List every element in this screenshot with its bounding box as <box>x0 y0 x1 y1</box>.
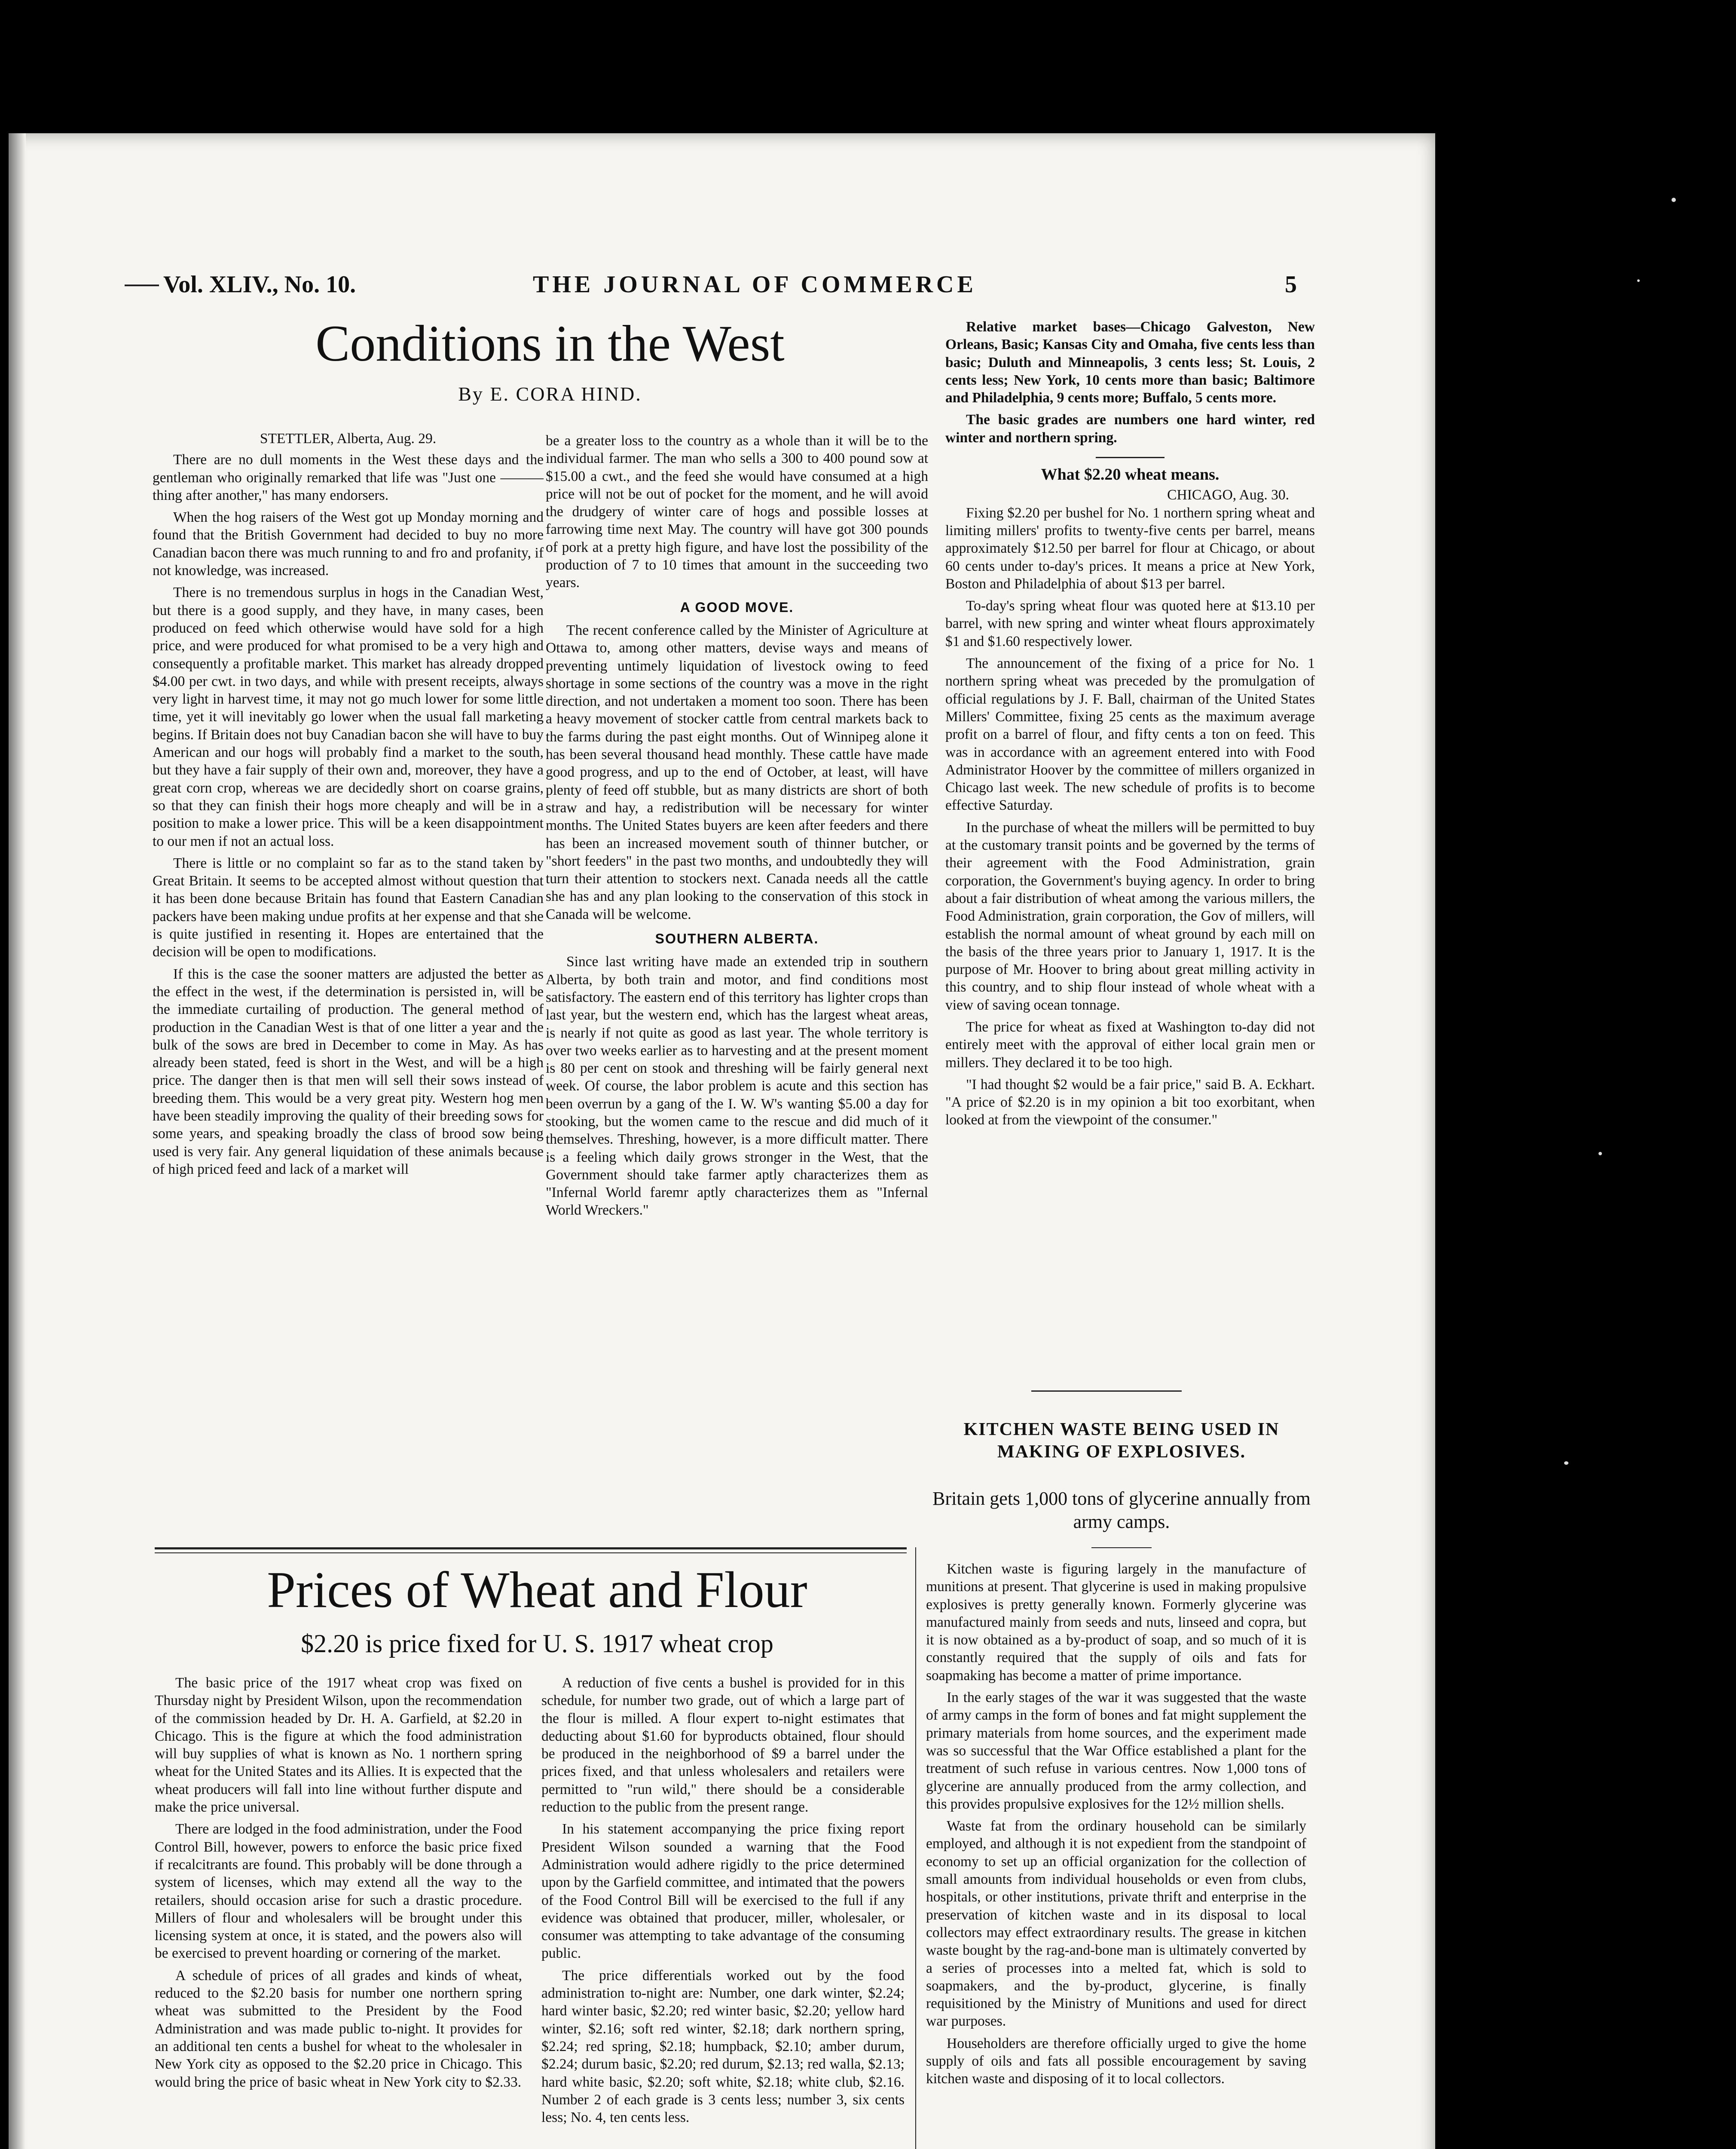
kitchen-article-body <box>926 1560 1306 2092</box>
kitchen-article-subtitle: Britain gets 1,000 tons of glycerine annually from army camps. <box>932 1488 1311 1532</box>
paragraph: Kitchen waste is figuring largely in the manufacture of munitions at present. That glycerine is used in making propulsive explosives is pretty generally known. Formerly glycerine was manufactured mainly from seeds and nuts, linseed and copra, but it is now obtained as a by-product of soap, and so much of it is constantly required that the supply of oils and fats for soapmaking has become a matter of prime importance. <box>926 1561 1306 1684</box>
paragraph: When the hog raisers of the West got up Monday morning and found that the British Government had decided to buy no more Canadian bacon there was much running to and fro and profanity, if not knowledge, was increased. <box>153 509 544 579</box>
paragraph: The announcement of the fixing of a price for No. 1 northern spring wheat was preceded by the promulgation of official regulations by J. F. Ball, chairman of the United States Millers' Committee, fixing 25 cents as the maximum average profit on a barrel of flour, and fifty cents a ton on feed. This was in accordance with an agreement entered into with Food Administrator Hoover by the committee of millers organized in Chicago last week. The new schedule of profits is to become effective Saturday. <box>945 655 1315 814</box>
west-column-1 <box>153 430 544 1182</box>
divider <box>1031 1390 1182 1392</box>
paragraph: There is no tremendous surplus in hogs in the Canadian West, but there is a good supply, and they have, in many cases, been produced on feed which otherwise would have sold for a high price, and were produced for what promised to be a very high and consequently a profitable market. This market has already dropped $4.00 per cwt. in two days, and while with present receipts, always very light in harvest time, it may not go much lower for some little time, yet it will inevitably go lower when the usual fall marketing begins. If Britain does not buy Canadian bacon she will have to buy American and our hogs will probably find a market to the south, but they have a fair supply of their own and, moreover, they have a great corn crop, whereas we are decidedly short on coarse grains, so that they can finish their hogs more cheaply and will be in a position to make a lower price. This will be a keen disappointment to our men if not an actual loss. <box>153 585 544 849</box>
divider <box>1096 457 1164 458</box>
market-bases: Relative market bases—Chicago Galveston, New Orleans, Basic; Kansas City and Omaha, five cents less than basic; Duluth and Minneapolis, 3 cents less; St. Louis, 2 cents less; New York, 10 cents more than basic; Baltimore and Philadelphia, 9 cents more; Buffalo, 5 cents more. <box>945 319 1315 406</box>
header-dash <box>125 285 159 286</box>
scan-speck <box>1672 198 1676 202</box>
article-subtitle-wheat: $2.20 is price fixed for U. S. 1917 wheat crop <box>301 1629 773 1658</box>
section-rule <box>155 1552 907 1553</box>
paragraph: "I had thought $2 would be a fair price," said B. A. Eckhart. "A price of $2.20 is in my opinion a bit too exorbitant, when looked at from the viewpoint of the consumer." <box>945 1076 1315 1128</box>
scan-speck <box>1637 279 1640 282</box>
dateline: STETTLER, Alberta, Aug. 29. <box>260 431 437 447</box>
wheat-means-title: What $2.20 wheat means. <box>1041 465 1219 484</box>
wheat-column-1 <box>155 1674 522 2095</box>
subhead-southern-alberta: SOUTHERN ALBERTA. <box>655 931 819 947</box>
wheat-means-dateline: CHICAGO, Aug. 30. <box>1167 487 1289 503</box>
column-rule <box>915 1547 916 2149</box>
paragraph: The price for wheat as fixed at Washington to-day did not entirely meet with the approval of either local grain men or millers. They declared it to be too high. <box>945 1019 1315 1071</box>
paragraph: The recent conference called by the Minister of Agriculture at Ottawa to, among other matters, devise ways and means of preventing untimely liquidation of livestock owing to feed shortage in some sections of the country was a move in the right direction, and not undertaken a moment too soon. There has been a heavy movement of stocker cattle from central markets back to the farms during the past eight months. Out of Winnipeg alone it has been several thousand head monthly. These cattle have made good progress, and up to the end of October, at least, will have plenty of feed off stubble, but as many districts are short of both straw and hay, a redistribution will be necessary for winter months. The United States buyers are keen after feeders and there has been an increased movement south of thinner butcher, or "short feeders" in the past two months, and undoubtedly they will turn their attention to stockers next. Canada needs all the cattle she has and any plan looking to the conservation of this stock in Canada will be welcome. <box>546 622 928 922</box>
kitchen-article-title: KITCHEN WASTE BEING USED IN MAKING OF EXPLOSIVES. <box>963 1420 1280 1462</box>
scan-speck <box>1564 1461 1568 1465</box>
paragraph: The price differentials worked out by the food administration to-night are: Number, one dark winter, $2.24; hard winter basic, $2.20; red winter basic, $2.20; yellow hard winter, $2.16; soft red winter, $2.18; dark northern spring, $2.24; red spring, $2.18; humpback, $2.10; amber durum, $2.24; durum basic, $2.20; red durum, $2.13; red walla, $2.13; hard white basic, $2.20; soft white, $2.18; white club, $2.16. Number 2 of each grade is 3 cents less; number 3, six cents less; No. 4, ten cents less. <box>541 1967 905 2126</box>
volume-number: Vol. XLIV., No. 10. <box>163 271 356 298</box>
masthead: THE JOURNAL OF COMMERCE <box>533 271 977 298</box>
paragraph: Since last writing have made an extended trip in southern Alberta, by both train and motor, and find conditions most satisfactory. The eastern end of this territory has lighter crops than last year, but the western end, which has the largest wheat areas, is nearly if not quite as good as last year. The whole territory is over two weeks earlier as to harvesting and at the present moment is 80 per cent on stook and threshing will be fairly general next week. Of course, the labor problem is acute and this section has been overrun by a gang of the I. W. W's wanting $5.00 a day for stooking, but the women came to the rescue and did much of it themselves. Threshing, however, is a more difficult matter. There is a feeling which daily grows stronger in the West, that the Government should take farmer aptly characterizes them as "Infernal World faremr aptly characterizes them as "Infernal World Wreckers." <box>546 954 928 1218</box>
wheat-column-2 <box>541 1674 905 2131</box>
paragraph: A reduction of five cents a bushel is provided for in this schedule, for number two grade, out of which a large part of the flour is milled. A flour expert to-night estimates that deducting about $1.60 for byproducts obtained, flour should be produced in the neighborhood of $9 a barrel under the prices fixed, and that unless wholesalers and retailers were permitted to "run wild," there should be a considerable reduction to the public from the present range. <box>541 1675 905 1815</box>
article-title-wheat: Prices of Wheat and Flour <box>267 1561 807 1618</box>
basic-grades: The basic grades are numbers one hard winter, red winter and northern spring. <box>945 412 1315 446</box>
scan-edge-shadow <box>9 133 26 2149</box>
section-rule <box>155 1547 907 1549</box>
byline: By E. CORA HIND. <box>458 383 642 405</box>
paragraph: In the early stages of the war it was suggested that the waste of army camps in the form of bones and fat might supplement the primary materials from home sources, and the experiment made was so successful that the War Office established a plant for the treatment of such refuse in various centres. Now 1,000 tons of glycerine are annually produced from the army collection, and this provides propulsive explosives for the 12½ million shells. <box>926 1690 1306 1812</box>
paragraph: There are lodged in the food administration, under the Food Control Bill, however, powers to enforce the basic price fixed if recalcitrants are found. This probably will be done through a system of licenses, which may extend all the way to the retailers, should occasion arise for such a drastic procedure. Millers of flour and wholesalers will be brought under this licensing system at once, it is stated, and the powers also will be exercised to prevent hoarding or cornering of the market. <box>155 1821 522 1962</box>
paragraph: To-day's spring wheat flour was quoted here at $13.10 per barrel, with new spring and winter wheat flours approximately $1 and $1.60 respectively lower. <box>945 598 1315 649</box>
right-column <box>945 318 1315 1133</box>
paragraph: Householders are therefore officially urged to give the home supply of oils and fats all possible encouragement by saving kitchen waste and disposing of it to local collectors. <box>926 2035 1306 2087</box>
page-number: 5 <box>1285 271 1297 298</box>
paragraph: A schedule of prices of all grades and kinds of wheat, reduced to the $2.20 basis for number one northern spring wheat was submitted to the President by the Food Administration and was made public to-night. It provides for an additional ten cents a bushel for wheat to the wholesaler in New York city as opposed to the $2.20 price in Chicago. This would bring the price of basic wheat in New York city to $2.33. <box>155 1967 522 2090</box>
paragraph: Waste fat from the ordinary household can be similarly employed, and although it is not expedient from the standpoint of economy to set up an official organization for the collection of small amounts from individual households or even from clubs, hospitals, or other institutions, private thrift and enterprise in the preservation of kitchen waste and in its disposal to local collectors may effect extraordinary results. The grease in kitchen waste bought by the rag-and-bone man is ultimately converted by a series of processes into a melted fat, which is sold to soapmakers, and the by-product, glycerine, is finally requisitioned by the Ministry of Munitions and used for direct war purposes. <box>926 1818 1306 2030</box>
paragraph: In his statement accompanying the price fixing report President Wilson sounded a warning that the Food Administration would adhere rigidly to the price determined upon by the Garfield committee, and intimated that the powers of the Food Control Bill will be exercised to the full if any evidence was obtained that producer, miller, wholesaler, or consumer was attempting to take advantage of the consuming public. <box>541 1821 905 1962</box>
divider <box>1091 1547 1152 1548</box>
paragraph: There is little or no complaint so far as to the stand taken by Great Britain. It seems to be accepted almost without question that it has been done because Britain has found that Eastern Canadian packers have been making undue profits at her expense and that she is quite justified in resenting it. Hopes are entertained that the decision will be open to modifications. <box>153 855 544 960</box>
paragraph: The basic price of the 1917 wheat crop was fixed on Thursday night by President Wilson, upon the recommendation of the commission headed by Dr. H. A. Garfield, at $2.20 in Chicago. This is the figure at which the food administration will buy supplies of what is known as No. 1 northern spring wheat for the United States and its Allies. It is expected that the wheat producers will fall into line without further dispute and make the price universal. <box>155 1675 522 1815</box>
paragraph: Fixing $2.20 per bushel for No. 1 northern spring wheat and limiting millers' profits to twenty-five cents per barrel, means approximately $12.50 per barrel for flour at Chicago, or about 60 cents under to-day's prices. It means a price at New York, Boston and Philadelphia of about $13 per barrel. <box>945 505 1315 592</box>
west-column-2 <box>546 432 928 1224</box>
subhead-good-move: A GOOD MOVE. <box>680 599 794 615</box>
paragraph: be a greater loss to the country as a whole than it will be to the individual farmer. The man who sells a 300 to 400 pound sow at $15.00 a cwt., and the feed she would have consumed at a high price will not be out of pocket for the moment, and he will avoid the drudgery of winter care of hogs and possible losses at farrowing time next May. The country will have got 300 pounds of pork at a pretty high figure, and have lost the possibility of the production of 7 to 10 times that amount in the succeeding two years. <box>546 433 928 591</box>
scan-speck <box>1598 1152 1602 1155</box>
newspaper-page <box>9 133 1435 2149</box>
article-title-west: Conditions in the West <box>315 315 785 372</box>
paragraph: In the purchase of wheat the millers will be permitted to buy at the customary transit points and be governed by the terms of their agreement with the Food Administration, grain corporation, the Government's buying agency. In order to bring about a fair distribution of wheat among the various millers, the Food Administration, grain corporation, the Gov of millers, will establish the normal amount of wheat ground by each mill on the basis of the three years prior to January 1, 1917. It is the purpose of Mr. Hoover to bring about great milling activity in this country, and to ship flour instead of whole wheat with a view of saving ocean tonnage. <box>945 819 1315 1013</box>
paragraph: If this is the case the sooner matters are adjusted the better as the effect in the west, if the determination is persisted in, will be the immediate curtailing of production. The general method of production in the Canadian West is that of one litter a year and the bulk of the sows are bred in December to come in May. As has already been stated, feed is short in the West, and will be a high price. The danger then is that men will sell their sows instead of breeding them. This would be a very great pity. Western hog men have been steadily improving the quality of their breeding sows for some years, and speaking broadly the class of brood sow being used is very fair. Any general liquidation of these animals because of high priced feed and lack of a market will <box>153 966 544 1177</box>
paragraph: There are no dull moments in the West these days and the gentleman who originally remarked that life was "Just one ——— thing after another," has many endorsers. <box>153 452 544 503</box>
